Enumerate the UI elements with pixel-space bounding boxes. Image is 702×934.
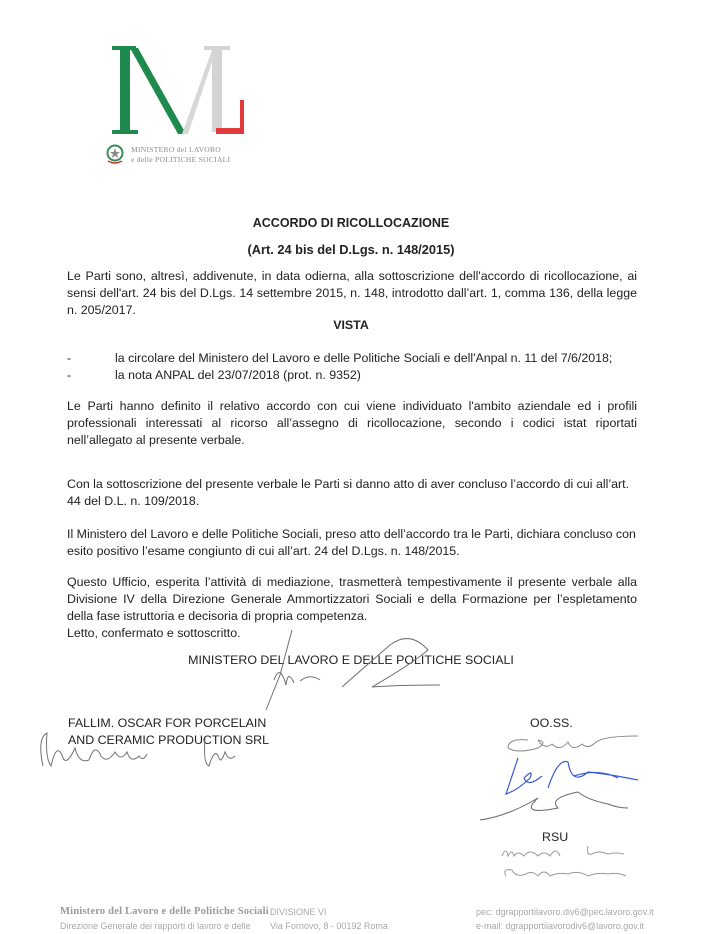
body-paragraph: Il Ministero del Lavoro e delle Politiche Sociali, preso atto dell’accordo tra le Parti, dichiara concluso con esito positivo l’esame congiunto di cui all’art. 24 del D.Lgs. n. 148/2015.: [67, 527, 636, 558]
footer-address: Via Fornovo, 8 - 00192 Roma: [270, 921, 388, 931]
footer-directorate: Direzione Generale dei rapporti di lavoro e delle: [60, 921, 251, 931]
ml-logo-icon: [108, 40, 248, 140]
company-name-line2: AND CERAMIC PRODUCTION SRL: [68, 733, 270, 747]
footer-email: e-mail: dgrapportilavorodiv6@lavoro.gov.it: [476, 921, 645, 931]
footer-ministry: Ministero del Lavoro e delle Politiche Sociali: [60, 906, 269, 917]
document-title: ACCORDO DI RICOLLOCAZIONE: [252, 216, 450, 230]
vista-item: [67, 350, 667, 367]
logo-caption-line1: MINISTERO del LAVORO: [131, 145, 222, 154]
republic-emblem-icon: [105, 143, 125, 165]
bullet-dash: -: [67, 351, 72, 365]
company-signature-icon: [35, 728, 275, 773]
unions-signature-icon: [478, 728, 648, 828]
rsu-label: RSU: [542, 830, 569, 844]
rsu-signature-icon: [498, 842, 648, 887]
document-subtitle: (Art. 24 bis del D.Lgs. n. 148/2015): [247, 242, 455, 257]
footer-division: DIVISIONE VI: [270, 907, 327, 917]
footer-pec: pec: dgrapportilavoro.div6@pec.lavoro.gov.it: [476, 907, 654, 917]
company-name-line1: FALLIM. OSCAR FOR PORCELAIN: [68, 716, 267, 730]
vista-item: [67, 367, 667, 384]
vista-heading: VISTA: [333, 318, 369, 332]
unions-label: OO.SS.: [530, 716, 573, 730]
vista-item-text: la circolare del Ministero del Lavoro e delle Politiche Sociali e dell'Anpal n. 11 del 7/6/2018;: [115, 351, 613, 365]
logo-caption: [105, 143, 265, 169]
ministry-signature-label: MINISTERO DEL LAVORO E DELLE POLITICHE SOCIALI: [188, 653, 514, 667]
body-paragraph: Questo Ufficio, esperita l’attività di mediazione, trasmetterà tempestivamente il presente verbale alla Divisione IV della Direzione Generale Ammortizzatori Sociali e della Formazione per l’espletamento della fase istruttoria e decisoria di propria competenza.: [67, 575, 637, 623]
bullet-dash: -: [67, 368, 72, 382]
body-paragraph: Le Parti hanno definito il relativo accordo con cui viene individuato l'ambito aziendale ed i profili professionali interessati al ricorso all’assegno di ricollocazione, secondo i codici istat riportati nell’allegato al presente verbale.: [67, 399, 637, 447]
closing-line: Letto, confermato e sottoscritto.: [67, 626, 241, 640]
vista-item-text: la nota ANPAL del 23/07/2018 (prot. n. 9352): [115, 368, 361, 382]
ministry-signature-icon: [250, 625, 450, 715]
ministry-logo: [108, 40, 248, 140]
intro-paragraph: Le Parti sono, altresì, addivenute, in data odierna, alla sottoscrizione dell'accordo di ricollocazione, ai sensi dell'art. 24 bis del D.Lgs. 14 settembre 2015, n. 148, introdotto dall’art. 1, comma 136, della legge n. 205/2017.: [67, 269, 637, 317]
body-paragraph: Con la sottoscrizione del presente verbale le Parti si danno atto di aver concluso l’accordo di cui all’art. 44 del D.L. n. 109/2018.: [67, 477, 630, 508]
logo-caption-line2: e delle POLITICHE SOCIALI: [131, 155, 231, 164]
